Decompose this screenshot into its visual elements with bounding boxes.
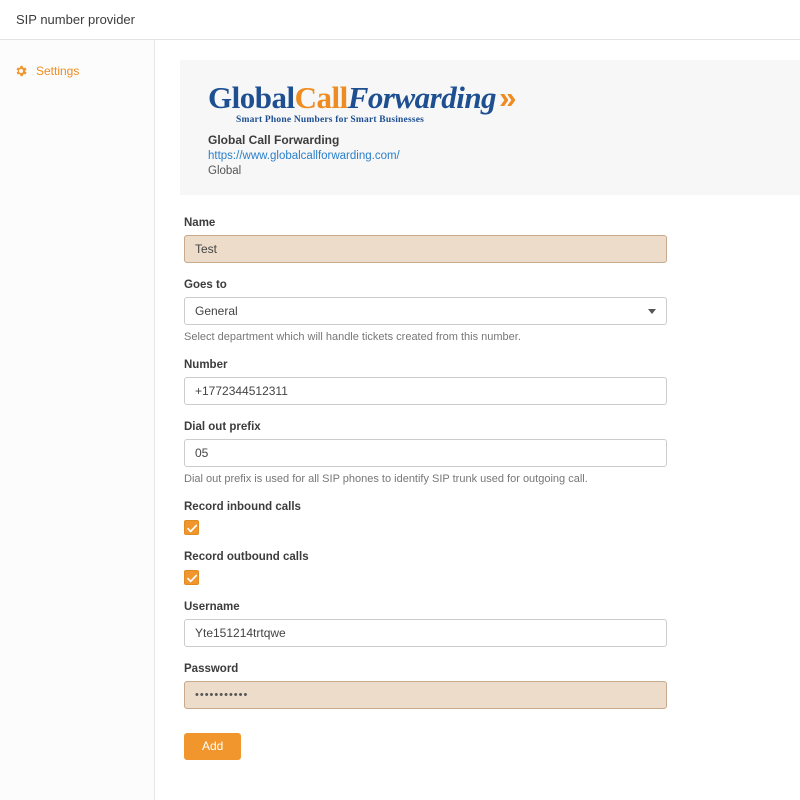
label-password: Password [184,663,239,675]
logo-text-call: Call [294,80,348,115]
field-number [184,359,669,405]
logo-chevrons-icon: » [499,80,511,115]
hint-goes-to: Select department which will handle tickets created from this number. [184,331,521,343]
field-record-outbound [184,551,669,585]
content-area [155,40,800,800]
name-input[interactable] [184,235,667,263]
label-username: Username [184,601,240,613]
goes-to-select[interactable] [184,297,667,325]
logo-text-forwarding: Forwarding [347,80,497,115]
field-goes-to [184,279,669,343]
sidebar-item-settings[interactable] [0,60,154,82]
provider-logo [208,82,800,113]
record-inbound-checkbox[interactable] [184,520,199,535]
provider-region: Global [208,165,242,177]
label-record-inbound: Record inbound calls [184,501,301,513]
dial-out-prefix-input[interactable] [184,439,667,467]
sidebar-item-label: Settings [36,64,80,78]
label-number: Number [184,359,228,371]
logo-tagline: Smart Phone Numbers for Smart Businesses [236,115,425,125]
username-input[interactable] [184,619,667,647]
field-dial-out-prefix [184,421,669,485]
page-title: SIP number provider [16,12,135,27]
field-password [184,663,669,709]
field-username [184,601,669,647]
field-record-inbound [184,501,669,535]
hint-dial-out-prefix: Dial out prefix is used for all SIP phones to identify SIP trunk used for outgoing call. [184,473,588,485]
sip-provider-form [184,195,669,760]
label-record-outbound: Record outbound calls [184,551,309,563]
logo-text-global: Global [208,80,295,115]
provider-url-link[interactable]: https://www.globalcallforwarding.com/ [208,150,400,162]
label-dial-out-prefix: Dial out prefix [184,421,261,433]
window-title-bar [0,0,800,40]
main-layout [0,40,800,800]
gear-icon [14,64,28,78]
add-button[interactable]: Add [184,733,241,760]
label-goes-to: Goes to [184,279,227,291]
sidebar [0,40,155,800]
provider-name: Global Call Forwarding [208,133,340,147]
record-outbound-checkbox[interactable] [184,570,199,585]
number-input[interactable] [184,377,667,405]
password-input[interactable] [184,681,667,709]
field-name [184,217,669,263]
provider-card [180,60,800,195]
label-name: Name [184,217,216,229]
